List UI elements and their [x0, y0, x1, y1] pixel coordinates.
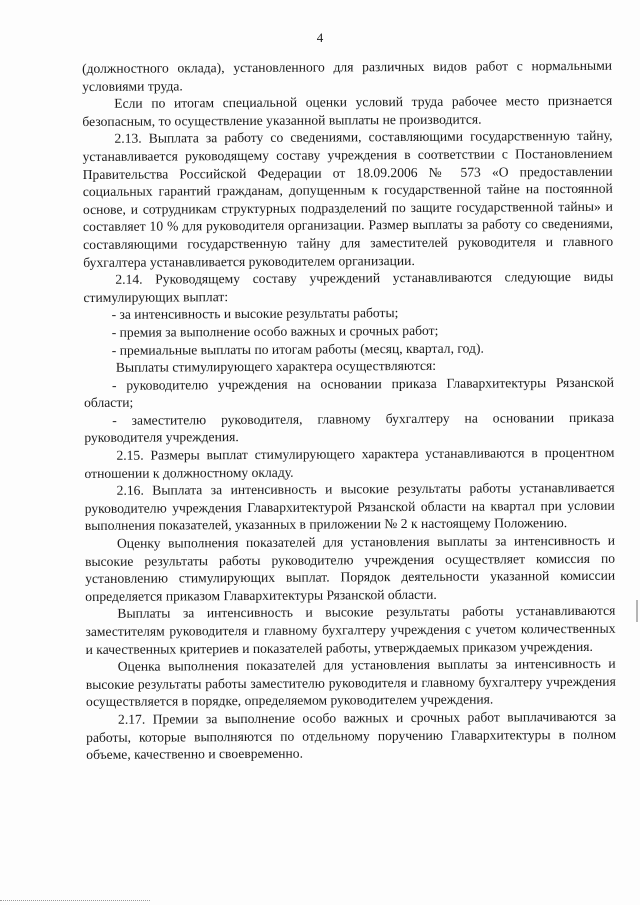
- paragraph-deputies-payments: Выплаты за интенсивность и высокие результаты работы устанавливаются заместителям руководителя и главному бухгалтеру учреждения с учетом количественных и качественных критериев и показателей работы, утверждаемых приказом учреждения.: [85, 603, 616, 657]
- paragraph-2-14: 2.14. Руководящему составу учреждений устанавливаются следующие виды стимулирующих выплат:: [83, 268, 614, 305]
- paragraph-continuation: (должностного оклада), установленного для различных видов работ с нормальными условиями труда.: [82, 57, 613, 94]
- paragraph-evaluation: Оценка выполнения показателей для установления выплаты за интенсивность и высокие результаты работы заместителю руководителя и главному бухгалтеру учреждения осуществляется в порядке, определяемом руководителем учреждения.: [85, 655, 616, 710]
- footnote-separator: [0, 900, 150, 901]
- paragraph-payments-made: Выплаты стимулирующего характера осуществляются:: [115, 357, 437, 375]
- list-item-head: - руководителю учреждения на основании приказа Главархитектуры Рязанской области;: [84, 374, 615, 411]
- paragraph-2-13: 2.13. Выплата за работу со сведениями, составляющими государственную тайну, устанавливается руководящему составу учреждения в соответствии с Постановлением Правительства Российской Федерации от 18.09.2006 № 573 «О предоставлении социальных гарантий гражданам, допущенным к государственной тайне на постоянной основе, и сотрудникам структурных подразделений по защите государственной тайны» и составляет 10 % для руководителя организации. Размер выплаты за работу со сведениями, составляющими государственную тайну для заместителей руководителя и главного бухгалтера устанавливается руководителем организации.: [82, 128, 614, 270]
- paragraph-2-17: 2.17. Премии за выполнение особо важных и срочных работ выплачиваются за работы, которые выполняются по отдельному поручению Главархитектуры в полном объеме, качественно и своевременно.: [86, 708, 617, 763]
- list-item-bonus-period: - премиальные выплаты по итогам работы (месяц, квартал, год).: [111, 340, 484, 358]
- paragraph-2-16: 2.16. Выплата за интенсивность и высокие результаты работы устанавливается руководителю учреждения Главархитектурой Рязанской области на квартал при условии выполнения показателей, указанных в приложении № 2 к настоящему Положению.: [84, 480, 615, 534]
- list-item-intensity: - за интенсивность и высокие результаты работы;: [111, 305, 399, 323]
- paragraph-safe-workplace: Если по итогам специальной оценки условий труда рабочее место признается безопасным, то осуществление указанной выплаты не производится.: [82, 92, 613, 129]
- page-number: 4: [316, 30, 324, 45]
- scan-edge-mark: [636, 600, 638, 622]
- paragraph-2-15: 2.15. Размеры выплат стимулирующего характера устанавливаются в процентном отношении к должностному окладу.: [84, 444, 615, 481]
- document-body: [82, 57, 616, 764]
- list-item-deputy: - заместителю руководителя, главному бухгалтеру на основании приказа руководителя учреждения.: [84, 409, 615, 446]
- paragraph-commission: Оценку выполнения показателей для установления выплаты за интенсивность и высокие результаты работы руководителю учреждения осуществляет комиссия по установлению стимулирующих выплат. Порядок деятельности указанной комиссии определяется приказом Главархитектуры Рязанской области.: [85, 532, 616, 604]
- list-item-bonus-urgent: - премия за выполнение особо важных и срочных работ;: [111, 322, 439, 340]
